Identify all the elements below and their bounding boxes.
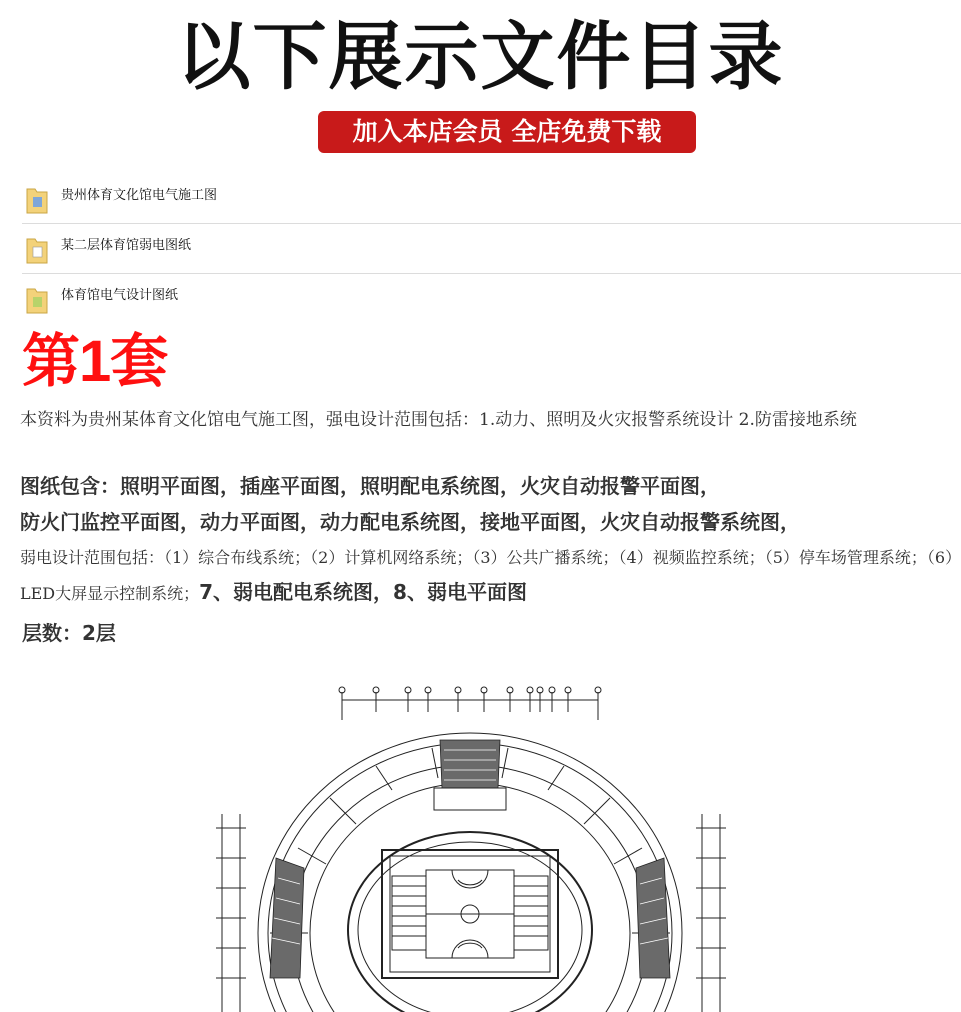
weak-scope-bold-text: 7、弱电配电系统图，8、弱电平面图 xyxy=(199,580,527,604)
weak-scope-text: 弱电设计范围包括：（1）综合布线系统；（2）计算机网络系统；（3）公共广播系统；（4）视频监控系统；（5）停车场管理系统；（6）LED大屏显示控制系统； xyxy=(20,548,954,603)
file-item[interactable] xyxy=(22,174,961,224)
stadium-floor-plan-drawing xyxy=(200,678,760,1012)
membership-banner[interactable]: 加入本店会员 全店免费下载 xyxy=(318,111,696,153)
drawing-list-line-2: 防火门监控平面图，动力平面图，动力配电系统图，接地平面图，火灾自动报警系统图， xyxy=(20,510,800,534)
file-name: 某二层体育馆弱电图纸 xyxy=(61,238,192,253)
folder-icon xyxy=(26,286,48,314)
description-text: 本资料为贵州某体育文化馆电气施工图，强电设计范围包括：1.动力、照明及火灾报警系统设计 2.防雷接地系统 xyxy=(20,410,857,430)
file-item[interactable] xyxy=(22,224,961,274)
file-item[interactable] xyxy=(22,274,961,323)
drawing-list-line-1: 图纸包含：照明平面图，插座平面图，照明配电系统图，火灾自动报警平面图， xyxy=(20,474,720,498)
file-list xyxy=(22,174,961,323)
folder-icon xyxy=(26,186,48,214)
file-name: 体育馆电气设计图纸 xyxy=(61,288,179,303)
set-title: 第1套 xyxy=(22,329,168,394)
page-title: 以下展示文件目录 xyxy=(176,14,785,100)
floor-count: 层数：2层 xyxy=(22,621,116,645)
weak-current-scope xyxy=(20,540,955,611)
folder-icon xyxy=(26,236,48,264)
file-name: 贵州体育文化馆电气施工图 xyxy=(61,188,218,203)
